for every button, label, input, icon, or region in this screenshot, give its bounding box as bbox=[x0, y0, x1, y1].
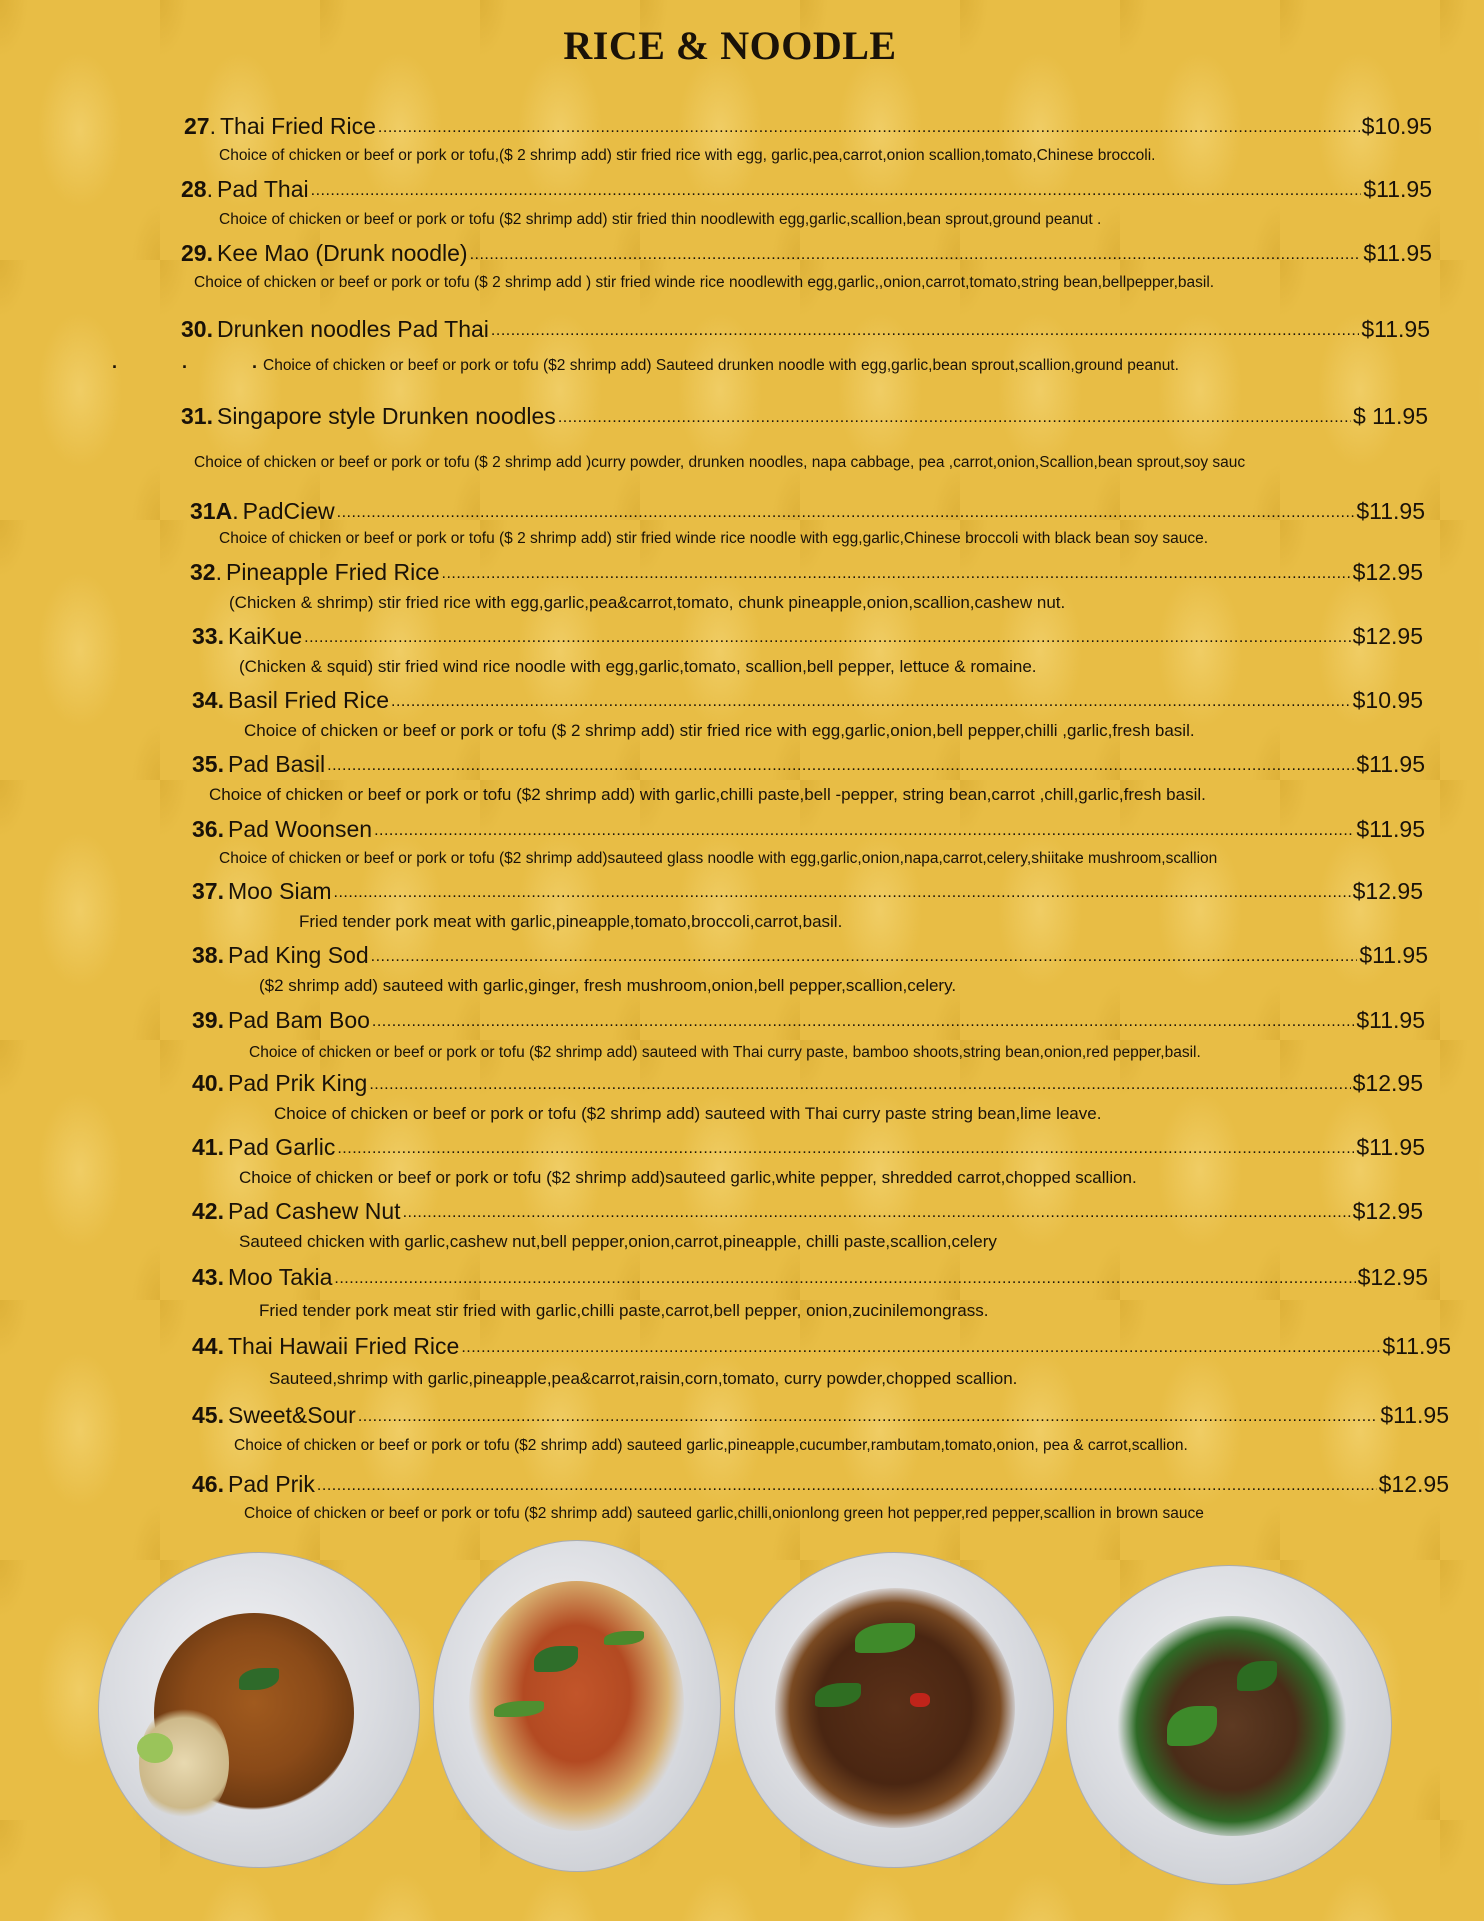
menu-item-header bbox=[192, 1263, 1428, 1291]
item-name: Sweet&Sour bbox=[227, 1402, 356, 1428]
menu-item-header bbox=[190, 558, 1423, 586]
item-price: $11.95 bbox=[1363, 176, 1432, 202]
item-price: $11.95 bbox=[1380, 1402, 1449, 1428]
item-description: Sauteed chicken with garlic,cashew nut,bell pepper,onion,carrot,pineapple, chilli paste,scallion,celery bbox=[239, 1232, 997, 1251]
item-price: $12.95 bbox=[1352, 623, 1423, 649]
dot-leader bbox=[378, 116, 1360, 140]
item-description: Choice of chicken or beef or pork or tofu ($ 2 shrimp add )curry powder, drunken noodles, napa cabbage, pea ,carrot,onion,Scallion,bean sprout,soy sauc bbox=[194, 454, 1246, 471]
item-number: 31A bbox=[190, 498, 233, 524]
item-name: Pad Thai bbox=[216, 176, 309, 202]
item-name: Pad Bam Boo bbox=[227, 1007, 370, 1033]
menu-item-header bbox=[192, 877, 1423, 905]
page-title: RICE & NOODLE bbox=[563, 23, 897, 68]
item-description: Choice of chicken or beef or pork or tofu,($ 2 shrimp add) stir fried rice with egg, garlic,pea,carrot,onion scallion,tomato,Chinese broccoli. bbox=[219, 147, 1156, 164]
item-description: Choice of chicken or beef or pork or tofu ($2 shrimp add)sauteed garlic,white pepper, shredded carrot,chopped scallion. bbox=[239, 1168, 1137, 1187]
item-description: Choice of chicken or beef or pork or tofu ($ 2 shrimp add) stir fried rice with egg,garlic,onion,bell pepper,chilli ,garlic,fresh basil. bbox=[244, 721, 1195, 740]
menu-item-header bbox=[181, 402, 1428, 430]
dot-leader bbox=[334, 1267, 1355, 1291]
menu-item-header bbox=[192, 1006, 1425, 1034]
item-name: Moo Takia bbox=[227, 1264, 333, 1290]
photo-pad-thai bbox=[98, 1552, 420, 1868]
item-description: Choice of chicken or beef or pork or tofu ($ 2 shrimp add ) stir fried winde rice noodlewith egg,garlic,,onion,carrot,tomato,string bean,bellpepper,basil. bbox=[194, 274, 1215, 291]
menu-item-header bbox=[192, 1470, 1449, 1498]
dot-leader bbox=[334, 881, 1351, 905]
menu-item-header bbox=[190, 497, 1425, 525]
dot-leader bbox=[372, 1010, 1354, 1034]
item-name: Pineapple Fried Rice bbox=[225, 559, 440, 585]
dot-leader bbox=[327, 754, 1354, 778]
item-price: $12.95 bbox=[1352, 1198, 1423, 1224]
menu-item-header bbox=[192, 622, 1423, 650]
item-description: Choice of chicken or beef or pork or tofu ($ 2 shrimp add) stir fried winde rice noodle with egg,garlic,Chinese broccoli with black bean soy sauce. bbox=[219, 530, 1209, 547]
item-name: Pad Prik King bbox=[227, 1070, 368, 1096]
item-description: Choice of chicken or beef or pork or tofu ($2 shrimp add) stir fried thin noodlewith egg,garlic,scallion,bean sprout,ground peanut . bbox=[219, 211, 1102, 228]
dot-leader bbox=[337, 501, 1355, 525]
dot-leader bbox=[371, 945, 1358, 969]
item-description: Sauteed,shrimp with garlic,pineapple,pea&carrot,raisin,corn,tomato, curry powder,chopped scallion. bbox=[269, 1369, 1018, 1388]
dot-leader bbox=[337, 1137, 1354, 1161]
item-name: Pad King Sod bbox=[227, 942, 369, 968]
item-number: 41. bbox=[192, 1134, 224, 1160]
photo-beef-broccoli bbox=[1066, 1565, 1392, 1885]
item-name: Moo Siam bbox=[227, 878, 332, 904]
item-price: $11.95 bbox=[1359, 942, 1428, 968]
item-price: $12.95 bbox=[1352, 559, 1423, 585]
item-price: $10.95 bbox=[1361, 113, 1432, 139]
item-number: 44. bbox=[192, 1333, 224, 1359]
item-description: Choice of chicken or beef or pork or tofu ($2 shrimp add)sauteed glass noodle with egg,garlic,onion,napa,carrot,celery,shiitake mushroom,scallion bbox=[219, 850, 1218, 867]
item-description: Choice of chicken or beef or pork or tofu ($2 shrimp add) sauteed with Thai curry paste, bamboo shoots,string bean,onion,red pepper,basil. bbox=[249, 1044, 1201, 1061]
item-number: 28 bbox=[181, 176, 207, 202]
item-name: Singapore style Drunken noodles bbox=[216, 403, 556, 429]
item-name: Thai Fried Rice bbox=[219, 113, 376, 139]
item-number: 43. bbox=[192, 1264, 224, 1290]
dot-leader bbox=[391, 690, 1351, 714]
dot-leader bbox=[442, 562, 1351, 586]
item-number: 29. bbox=[181, 240, 213, 266]
dot-leader bbox=[358, 1405, 1379, 1429]
menu-item-header bbox=[184, 112, 1432, 140]
item-number: 36. bbox=[192, 816, 224, 842]
item-number: 38. bbox=[192, 942, 224, 968]
item-number: 46. bbox=[192, 1471, 224, 1497]
dot-leader bbox=[491, 319, 1359, 343]
dot-leader bbox=[403, 1201, 1351, 1225]
menu-item-header bbox=[181, 239, 1432, 267]
item-price: $10.95 bbox=[1352, 687, 1423, 713]
item-name: Pad Garlic bbox=[227, 1134, 336, 1160]
item-price: $11.95 bbox=[1363, 240, 1432, 266]
menu-item-header bbox=[181, 175, 1432, 203]
decorative-dots: . . . bbox=[112, 352, 288, 372]
item-number-separator: . bbox=[209, 113, 216, 139]
dot-leader bbox=[461, 1336, 1380, 1360]
item-description: Choice of chicken or beef or pork or tofu ($2 shrimp add) with garlic,chilli paste,bell -pepper, string bean,carrot ,chill,garlic,fresh basil. bbox=[209, 785, 1206, 804]
item-price: $12.95 bbox=[1352, 878, 1423, 904]
menu-item-header bbox=[192, 1069, 1423, 1097]
item-description: Fried tender pork meat with garlic,pineapple,tomato,broccoli,carrot,basil. bbox=[299, 912, 843, 931]
item-name: PadCiew bbox=[242, 498, 335, 524]
item-number: 45. bbox=[192, 1402, 224, 1428]
menu-item-header bbox=[192, 750, 1425, 778]
item-description: Choice of chicken or beef or pork or tofu ($2 shrimp add) sauteed with Thai curry paste string bean,lime leave. bbox=[274, 1104, 1102, 1123]
item-price: $11.95 bbox=[1356, 816, 1425, 842]
item-name: Basil Fried Rice bbox=[227, 687, 390, 713]
item-description: Choice of chicken or beef or pork or tofu ($2 shrimp add) sauteed garlic,chilli,onionlong green hot pepper,red pepper,scallion in brown sauce bbox=[244, 1505, 1204, 1522]
photo-stir-fry-vegetables bbox=[433, 1540, 721, 1872]
photo-beef-basil bbox=[734, 1552, 1054, 1868]
dot-leader bbox=[369, 1073, 1350, 1097]
item-number: 42. bbox=[192, 1198, 224, 1224]
menu-item-header bbox=[192, 815, 1425, 843]
dot-leader bbox=[317, 1474, 1377, 1498]
item-price: $11.95 bbox=[1382, 1333, 1451, 1359]
item-name: KaiKue bbox=[227, 623, 303, 649]
menu-item-header bbox=[192, 1332, 1451, 1360]
item-description: (Chicken & squid) stir fried wind rice noodle with egg,garlic,tomato, scallion,bell pepper, lettuce & romaine. bbox=[239, 657, 1037, 676]
item-price: $11.95 bbox=[1356, 751, 1425, 777]
item-name: Pad Basil bbox=[227, 751, 326, 777]
item-name: Pad Prik bbox=[227, 1471, 315, 1497]
item-description: (Chicken & shrimp) stir fried rice with egg,garlic,pea&carrot,tomato, chunk pineapple,onion,scallion,cashew nut. bbox=[229, 593, 1066, 612]
dot-leader bbox=[558, 406, 1351, 430]
item-price: $ 11.95 bbox=[1352, 403, 1428, 429]
item-number: 39. bbox=[192, 1007, 224, 1033]
item-number: 30. bbox=[181, 316, 213, 342]
menu-item-header bbox=[192, 1401, 1449, 1429]
item-name: Drunken noodles Pad Thai bbox=[216, 316, 489, 342]
item-number: 32 bbox=[190, 559, 216, 585]
item-name: Pad Cashew Nut bbox=[227, 1198, 401, 1224]
dot-leader bbox=[374, 819, 1354, 843]
item-description: Choice of chicken or beef or pork or tofu ($2 shrimp add) sauteed garlic,pineapple,cucumber,rambutam,tomato,onion, pea & carrot,scallion. bbox=[234, 1437, 1188, 1454]
item-name: Pad Woonsen bbox=[227, 816, 373, 842]
dot-leader bbox=[470, 243, 1362, 267]
item-description: Fried tender pork meat stir fried with garlic,chilli paste,carrot,bell pepper, onion,zucinilemongrass. bbox=[259, 1301, 989, 1320]
item-number: 37. bbox=[192, 878, 224, 904]
item-price: $11.95 bbox=[1356, 1134, 1425, 1160]
menu-item-header bbox=[192, 941, 1428, 969]
menu-item-header bbox=[192, 686, 1423, 714]
item-description: Choice of chicken or beef or pork or tofu ($2 shrimp add) Sauteed drunken noodle with egg,garlic,bean sprout,scallion,ground peanut. bbox=[263, 357, 1179, 374]
item-number-separator: . bbox=[232, 498, 239, 524]
dot-leader bbox=[311, 179, 1362, 203]
item-number: 33. bbox=[192, 623, 224, 649]
item-name: Thai Hawaii Fried Rice bbox=[227, 1333, 460, 1359]
dot-leader bbox=[304, 626, 1350, 650]
item-price: $12.95 bbox=[1378, 1471, 1449, 1497]
menu-item-header bbox=[181, 315, 1430, 343]
item-price: $11.95 bbox=[1361, 316, 1430, 342]
item-price: $11.95 bbox=[1356, 1007, 1425, 1033]
item-description: ($2 shrimp add) sauteed with garlic,ginger, fresh mushroom,onion,bell pepper,scallion,celery. bbox=[259, 976, 957, 995]
menu-item-header bbox=[192, 1197, 1423, 1225]
menu-item-header bbox=[192, 1133, 1425, 1161]
item-price: $12.95 bbox=[1357, 1264, 1428, 1290]
item-price: $11.95 bbox=[1356, 498, 1425, 524]
item-number-separator: . bbox=[215, 559, 222, 585]
item-number: 40. bbox=[192, 1070, 224, 1096]
item-number: 27 bbox=[184, 113, 210, 139]
item-number: 31. bbox=[181, 403, 213, 429]
item-number: 35. bbox=[192, 751, 224, 777]
item-number: 34. bbox=[192, 687, 224, 713]
item-price: $12.95 bbox=[1352, 1070, 1423, 1096]
item-number-separator: . bbox=[206, 176, 213, 202]
item-name: Kee Mao (Drunk noodle) bbox=[216, 240, 468, 266]
